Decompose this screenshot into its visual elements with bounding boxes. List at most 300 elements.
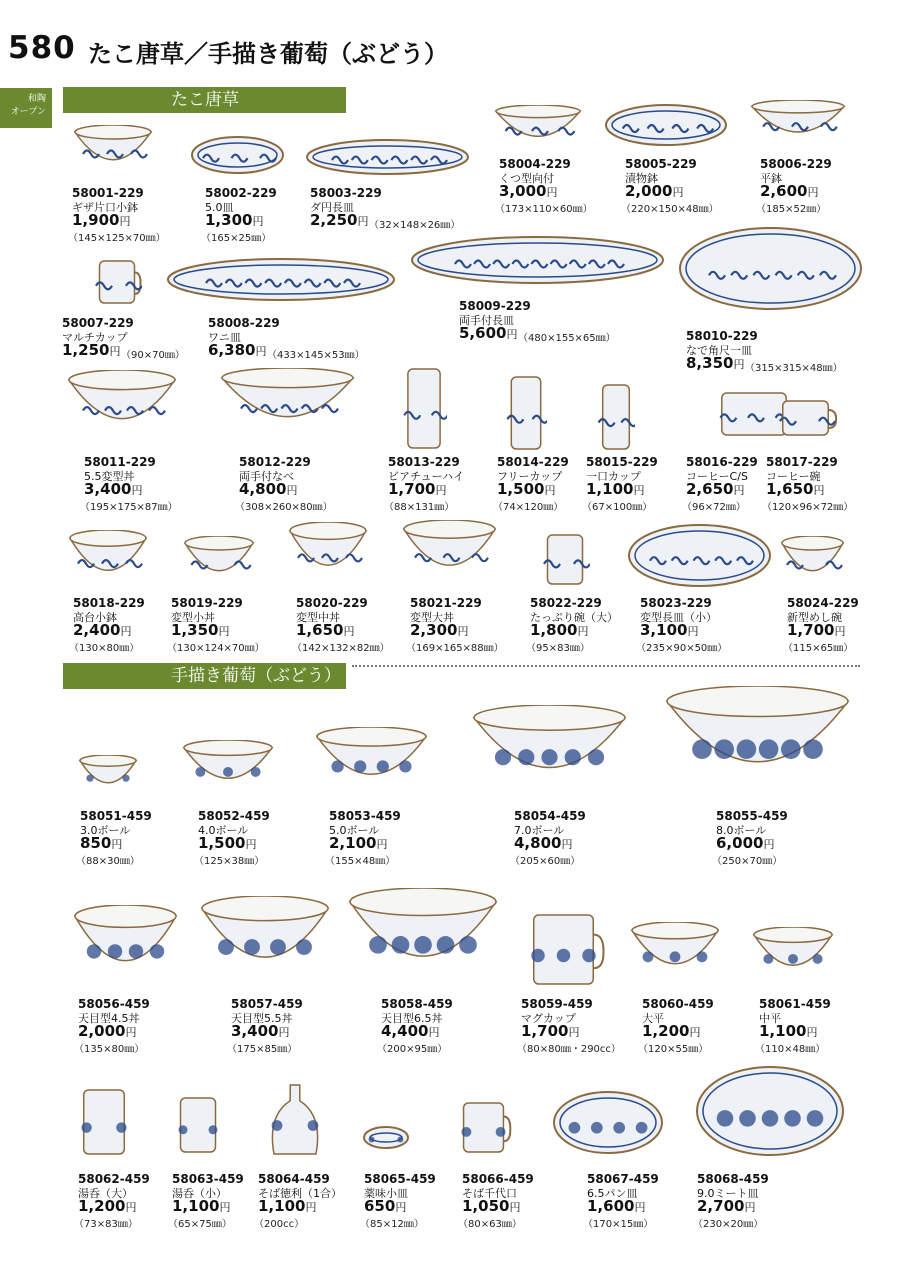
product-code: 58009-229 (459, 299, 531, 313)
product-dimensions: （120×96×72㎜） (762, 502, 854, 513)
product-photo (678, 226, 863, 311)
price-value: 1,200 (642, 1022, 690, 1040)
product-dimensions: （480×155×65㎜） (518, 333, 616, 344)
product-price (759, 1022, 817, 1040)
product-photo (288, 522, 368, 584)
product-photo (305, 138, 470, 176)
product-name: 新型めし碗 (787, 611, 842, 624)
product-price (697, 1197, 755, 1215)
product-name: ダ円長皿 (310, 201, 354, 214)
price-value: 650 (364, 1197, 396, 1215)
price-unit: 円 (807, 186, 819, 199)
price-unit: 円 (252, 215, 264, 228)
product-dimensions: （235×90×50㎜） (636, 643, 728, 654)
product-photo (752, 927, 834, 982)
product-price (686, 354, 744, 372)
price-unit: 円 (395, 1201, 407, 1214)
product-name: 両手付長皿 (459, 314, 514, 327)
price-unit: 円 (568, 1026, 580, 1039)
product-price (198, 834, 256, 852)
price-value: 4,800 (239, 480, 287, 498)
price-value: 6,000 (716, 834, 764, 852)
product-photo (73, 125, 153, 175)
product-name: くつ型向付 (499, 172, 554, 185)
price-value: 1,900 (72, 211, 120, 229)
price-value: 3,400 (231, 1022, 279, 1040)
price-unit: 円 (125, 1201, 137, 1214)
product-price (84, 480, 142, 498)
product-dimensions: （130×80㎜） (69, 643, 140, 654)
product-name: 4.0ボール (198, 824, 249, 837)
product-code: 58006-229 (760, 157, 832, 171)
product-code: 58019-229 (171, 596, 243, 610)
product-name: 天目型6.5丼 (381, 1012, 443, 1025)
product-dimensions: （308×260×80㎜） (235, 502, 333, 513)
page-number: 580 (8, 30, 76, 66)
product-code: 58008-229 (208, 316, 280, 330)
product-dimensions: （32×148×26㎜） (369, 220, 461, 231)
product-photo (182, 740, 274, 795)
price-unit: 円 (357, 215, 369, 228)
product-name: 9.0ミート皿 (697, 1187, 759, 1200)
product-code: 58023-229 (640, 596, 712, 610)
product-price (80, 834, 122, 852)
product-name: 3.0ボール (80, 824, 131, 837)
price-value: 1,100 (172, 1197, 220, 1215)
product-code: 58059-459 (521, 997, 593, 1011)
product-photo (665, 686, 850, 795)
product-price (72, 211, 130, 229)
product-name: 天目型5.5丼 (231, 1012, 293, 1025)
price-unit: 円 (376, 838, 388, 851)
price-value: 3,400 (84, 480, 132, 498)
section-divider (352, 665, 860, 667)
product-price (296, 621, 354, 639)
product-dimensions: （230×20㎜） (693, 1219, 764, 1230)
product-code: 58052-459 (198, 809, 270, 823)
product-name: たっぷり碗（大） (530, 611, 618, 624)
product-dimensions: （173×110×60㎜） (495, 204, 593, 215)
product-code: 58021-229 (410, 596, 482, 610)
product-dimensions: （85×12㎜） (360, 1219, 424, 1230)
product-name: 高台小鉢 (73, 611, 117, 624)
product-photo (401, 366, 447, 451)
product-name: そば千代口 (462, 1187, 517, 1200)
product-code: 58018-229 (73, 596, 145, 610)
price-unit: 円 (255, 345, 267, 358)
product-photo (540, 532, 590, 587)
price-value: 4,400 (381, 1022, 429, 1040)
product-code: 58066-459 (462, 1172, 534, 1186)
product-photo (220, 368, 355, 438)
product-photo (773, 398, 838, 438)
product-name: 両手付なべ (239, 470, 294, 483)
product-price (787, 621, 845, 639)
product-price (586, 480, 644, 498)
product-code: 58017-229 (766, 455, 838, 469)
product-price (172, 1197, 230, 1215)
product-dimensions: （170×15㎜） (583, 1219, 654, 1230)
price-unit: 円 (546, 186, 558, 199)
product-name: 天目型4.5丼 (78, 1012, 140, 1025)
price-value: 4,800 (514, 834, 562, 852)
price-unit: 円 (689, 1026, 701, 1039)
product-price (388, 480, 446, 498)
product-dimensions: （95×83㎜） (526, 643, 590, 654)
product-photo (604, 103, 728, 147)
section-header-tegaki-budou: 手描き葡萄（ぶどう） (63, 663, 346, 689)
price-value: 1,100 (258, 1197, 306, 1215)
product-price (686, 480, 744, 498)
product-photo (362, 1125, 410, 1150)
product-price (766, 480, 824, 498)
price-value: 1,800 (530, 621, 578, 639)
price-value: 2,000 (625, 182, 673, 200)
price-unit: 円 (634, 1201, 646, 1214)
product-price (381, 1022, 439, 1040)
price-value: 850 (80, 834, 112, 852)
product-price (462, 1197, 520, 1215)
product-dimensions: （142×132×82㎜） (292, 643, 390, 654)
price-unit: 円 (131, 484, 143, 497)
price-unit: 円 (119, 215, 131, 228)
product-dimensions: （73×83㎜） (74, 1219, 138, 1230)
price-unit: 円 (245, 838, 257, 851)
product-dimensions: （145×125×70㎜） (68, 233, 166, 244)
product-code: 58051-459 (80, 809, 152, 823)
product-photo (552, 1090, 664, 1155)
product-price (205, 211, 263, 229)
product-code: 58005-229 (625, 157, 697, 171)
price-value: 2,250 (310, 211, 358, 229)
product-name: 湯呑（小） (172, 1187, 227, 1200)
price-unit: 円 (834, 625, 846, 638)
price-value: 3,000 (499, 182, 547, 200)
product-code: 58056-459 (78, 997, 150, 1011)
product-photo (410, 235, 665, 285)
product-name: フリーカップ (497, 470, 563, 483)
price-value: 2,100 (329, 834, 377, 852)
product-dimensions: （220×150×48㎜） (621, 204, 719, 215)
price-value: 1,650 (296, 621, 344, 639)
product-photo (265, 1082, 325, 1157)
product-dimensions: （90×70㎜） (121, 350, 185, 361)
product-name: 一口カップ (586, 470, 641, 483)
product-photo (68, 530, 148, 588)
price-unit: 円 (763, 838, 775, 851)
price-unit: 円 (305, 1201, 317, 1214)
product-code: 58067-459 (587, 1172, 659, 1186)
product-dimensions: （96×72㎜） (682, 502, 746, 513)
product-price (364, 1197, 406, 1215)
price-unit: 円 (218, 625, 230, 638)
product-dimensions: （250×70㎜） (712, 856, 783, 867)
product-name: マグカップ (521, 1012, 576, 1025)
product-price (208, 341, 266, 359)
product-code: 58002-229 (205, 186, 277, 200)
product-code: 58004-229 (499, 157, 571, 171)
price-value: 5,600 (459, 324, 507, 342)
product-dimensions: （74×120㎜） (493, 502, 564, 513)
product-photo (183, 536, 255, 586)
product-code: 58001-229 (72, 186, 144, 200)
product-price (310, 211, 368, 229)
product-code: 58065-459 (364, 1172, 436, 1186)
price-unit: 円 (733, 358, 745, 371)
product-name: そば徳利（1合） (258, 1187, 342, 1200)
product-photo (695, 1065, 845, 1157)
price-unit: 円 (687, 625, 699, 638)
product-photo (166, 257, 396, 302)
product-dimensions: （88×30㎜） (76, 856, 140, 867)
product-dimensions: （165×25㎜） (201, 233, 272, 244)
price-unit: 円 (457, 625, 469, 638)
product-name: 湯呑（大） (78, 1187, 133, 1200)
product-code: 58060-459 (642, 997, 714, 1011)
product-photo (75, 1087, 133, 1157)
product-price (642, 1022, 700, 1040)
side-tag-line1: 和陶 (27, 94, 46, 104)
product-name: 薬味小皿 (364, 1187, 408, 1200)
product-code: 58012-229 (239, 455, 311, 469)
page-title: たこ唐草／手描き葡萄（ぶどう） (88, 40, 448, 68)
product-photo (348, 888, 498, 986)
price-value: 2,600 (760, 182, 808, 200)
product-name: 8.0ボール (716, 824, 767, 837)
product-dimensions: （88×131㎜） (384, 502, 455, 513)
product-price (78, 1022, 136, 1040)
product-name: 5.5変型丼 (84, 470, 135, 483)
product-price (760, 182, 818, 200)
price-value: 1,200 (78, 1197, 126, 1215)
price-unit: 円 (813, 484, 825, 497)
product-code: 58055-459 (716, 809, 788, 823)
product-dimensions: （200×95㎜） (377, 1044, 448, 1055)
product-dimensions: （130×124×70㎜） (167, 643, 265, 654)
product-photo (597, 382, 635, 452)
product-name: なで角尺一皿 (686, 344, 752, 357)
price-unit: 円 (435, 484, 447, 497)
product-photo (67, 370, 177, 440)
price-unit: 円 (278, 1026, 290, 1039)
product-name: ワニ皿 (208, 331, 241, 344)
product-photo (92, 258, 142, 306)
product-price (514, 834, 572, 852)
product-dimensions: （205×60㎜） (510, 856, 581, 867)
product-code: 58062-459 (78, 1172, 150, 1186)
product-name: 中平 (759, 1012, 781, 1025)
product-dimensions: （80×63㎜） (458, 1219, 522, 1230)
product-price (625, 182, 683, 200)
product-price (73, 621, 131, 639)
product-dimensions: （125×38㎜） (194, 856, 265, 867)
price-value: 1,250 (62, 341, 110, 359)
product-name: 変型中丼 (296, 611, 340, 624)
product-photo (315, 727, 428, 795)
product-dimensions: （120×55㎜） (638, 1044, 709, 1055)
price-unit: 円 (806, 1026, 818, 1039)
product-dimensions: （67×100㎜） (582, 502, 653, 513)
product-code: 58054-459 (514, 809, 586, 823)
price-unit: 円 (733, 484, 745, 497)
product-price (587, 1197, 645, 1215)
side-tag-line2: オープン (10, 107, 46, 117)
product-code: 58007-229 (62, 316, 134, 330)
product-name: 7.0ボール (514, 824, 565, 837)
price-value: 2,000 (78, 1022, 126, 1040)
price-value: 1,050 (462, 1197, 510, 1215)
product-code: 58011-229 (84, 455, 156, 469)
product-name: 漬物鉢 (625, 172, 658, 185)
price-unit: 円 (286, 484, 298, 497)
product-dimensions: （80×80㎜・290cc） (517, 1044, 621, 1055)
price-value: 6,380 (208, 341, 256, 359)
product-code: 58057-459 (231, 997, 303, 1011)
price-value: 1,500 (497, 480, 545, 498)
price-value: 2,300 (410, 621, 458, 639)
product-photo (494, 105, 582, 150)
product-price (499, 182, 557, 200)
product-dimensions: （65×75㎜） (168, 1219, 232, 1230)
product-price (231, 1022, 289, 1040)
product-dimensions: （110×48㎜） (755, 1044, 826, 1055)
product-dimensions: （185×52㎜） (756, 204, 827, 215)
product-price (78, 1197, 136, 1215)
product-code: 58061-459 (759, 997, 831, 1011)
product-photo (78, 755, 138, 795)
product-name: ビアチューハイ (388, 470, 465, 483)
price-unit: 円 (109, 345, 121, 358)
product-dimensions: （195×175×87㎜） (80, 502, 178, 513)
product-photo (402, 520, 497, 585)
price-value: 1,700 (787, 621, 835, 639)
price-value: 1,700 (521, 1022, 569, 1040)
product-photo (472, 705, 627, 795)
product-dimensions: （175×85㎜） (227, 1044, 298, 1055)
product-photo (73, 905, 178, 985)
product-photo (750, 100, 846, 146)
product-code: 58058-459 (381, 997, 453, 1011)
product-code: 58064-459 (258, 1172, 330, 1186)
product-photo (780, 536, 845, 586)
product-photo (173, 1095, 223, 1155)
product-name: 5.0皿 (205, 201, 234, 214)
price-value: 2,650 (686, 480, 734, 498)
product-code: 58015-229 (586, 455, 658, 469)
price-value: 1,650 (766, 480, 814, 498)
price-unit: 円 (544, 484, 556, 497)
price-value: 2,400 (73, 621, 121, 639)
product-code: 58068-459 (697, 1172, 769, 1186)
price-unit: 円 (633, 484, 645, 497)
section-header-tako-karakusa: たこ唐草 (63, 87, 346, 113)
product-name: 平鉢 (760, 172, 782, 185)
price-value: 1,600 (587, 1197, 635, 1215)
price-value: 1,350 (171, 621, 219, 639)
price-unit: 円 (744, 1201, 756, 1214)
product-code: 58063-459 (172, 1172, 244, 1186)
product-price (640, 621, 698, 639)
product-photo (190, 135, 285, 175)
product-name: コーヒー碗 (766, 470, 821, 483)
product-name: 6.5パン皿 (587, 1187, 638, 1200)
price-value: 3,100 (640, 621, 688, 639)
price-value: 1,300 (205, 211, 253, 229)
price-unit: 円 (672, 186, 684, 199)
price-unit: 円 (111, 838, 123, 851)
price-value: 1,100 (586, 480, 634, 498)
price-unit: 円 (219, 1201, 231, 1214)
price-unit: 円 (509, 1201, 521, 1214)
product-name: ギザ片口小鉢 (72, 201, 138, 214)
product-dimensions: （315×315×48㎜） (745, 363, 843, 374)
product-price (521, 1022, 579, 1040)
price-unit: 円 (561, 838, 573, 851)
product-name: マルチカップ (62, 331, 128, 344)
product-dimensions: （200cc） (254, 1219, 305, 1230)
price-unit: 円 (577, 625, 589, 638)
product-name: 変型大丼 (410, 611, 454, 624)
price-value: 8,350 (686, 354, 734, 372)
product-price (258, 1197, 316, 1215)
product-photo (627, 523, 772, 588)
product-price (329, 834, 387, 852)
product-dimensions: （155×48㎜） (325, 856, 396, 867)
product-photo (630, 922, 720, 982)
price-value: 2,700 (697, 1197, 745, 1215)
product-photo (455, 1100, 512, 1155)
price-unit: 円 (428, 1026, 440, 1039)
product-photo (521, 912, 606, 987)
product-code: 58010-229 (686, 329, 758, 343)
price-unit: 円 (120, 625, 132, 638)
price-unit: 円 (343, 625, 355, 638)
price-value: 1,500 (198, 834, 246, 852)
product-photo (505, 374, 547, 452)
product-code: 58053-459 (329, 809, 401, 823)
product-code: 58016-229 (686, 455, 758, 469)
product-price (410, 621, 468, 639)
price-value: 1,700 (388, 480, 436, 498)
product-dimensions: （169×165×88㎜） (406, 643, 504, 654)
product-code: 58022-229 (530, 596, 602, 610)
product-code: 58003-229 (310, 186, 382, 200)
price-value: 1,100 (759, 1022, 807, 1040)
product-name: 変型長皿（小） (640, 611, 717, 624)
product-dimensions: （135×80㎜） (74, 1044, 145, 1055)
product-price (459, 324, 517, 342)
product-code: 58024-229 (787, 596, 859, 610)
product-price (497, 480, 555, 498)
product-code: 58013-229 (388, 455, 460, 469)
price-unit: 円 (125, 1026, 137, 1039)
product-photo (200, 896, 330, 984)
product-price (171, 621, 229, 639)
product-name: 大平 (642, 1012, 664, 1025)
category-side-tag (0, 88, 52, 128)
product-dimensions: （115×65㎜） (783, 643, 854, 654)
product-dimensions: （433×145×53㎜） (267, 350, 365, 361)
product-name: 5.0ボール (329, 824, 380, 837)
product-price (530, 621, 588, 639)
price-unit: 円 (506, 328, 518, 341)
product-price (62, 341, 120, 359)
product-name: コーヒーC/S (686, 470, 748, 483)
product-price (239, 480, 297, 498)
product-code: 58020-229 (296, 596, 368, 610)
product-code: 58014-229 (497, 455, 569, 469)
product-name: 変型小丼 (171, 611, 215, 624)
